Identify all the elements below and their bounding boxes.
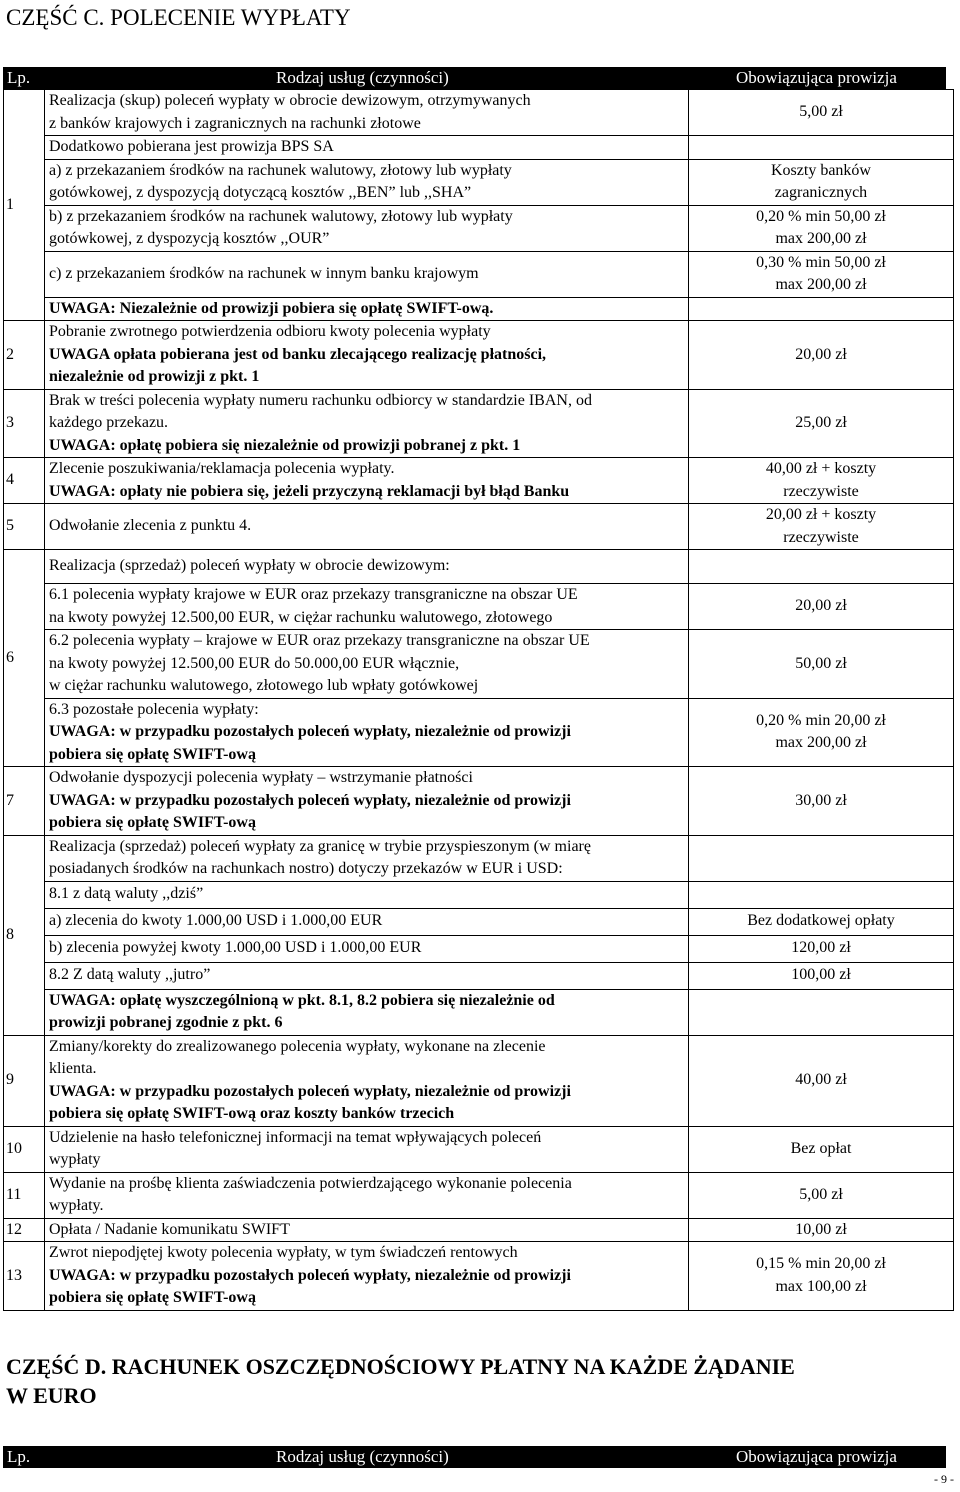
text-line: UWAGA: opłaty nie pobiera się, jeżeli przyczyną reklamacji był błąd Banku (49, 482, 570, 500)
row-1f-note: UWAGA: Niezależnie od prowizji pobiera się opłatę SWIFT-ową. (45, 297, 689, 321)
title-line: CZĘŚĆ D. RACHUNEK OSZCZĘDNOŚCIOWY PŁATNY NA KAŻDE ŻĄDANIE (6, 1354, 795, 1379)
fee-line: max 200,00 zł (775, 230, 867, 247)
text-line: 6.2 polecenia wypłaty – krajowe w EUR oraz przekazy transgraniczne na obszar UE (49, 632, 590, 649)
row-6a-fee (689, 550, 954, 584)
row-8e-fee: 100,00 zł (689, 962, 954, 989)
table-row (4, 550, 954, 584)
row-6b-description (45, 584, 689, 630)
row-13-description (45, 1242, 689, 1311)
table-row (4, 698, 954, 767)
table-row (4, 205, 954, 251)
row-number: 13 (4, 1242, 45, 1311)
text-line: UWAGA: opłatę pobiera się niezależnie od prowizji pobranej z pkt. 1 (49, 436, 521, 454)
row-8c-description: a) zlecenia do kwoty 1.000,00 USD i 1.000,00 EUR (45, 908, 689, 935)
table-row (4, 630, 954, 699)
row-number: 2 (4, 321, 45, 390)
text-line: Zwrot niepodjętej kwoty polecenia wypłaty, w tym świadczeń rentowych (49, 1244, 518, 1261)
row-2-fee: 20,00 zł (689, 321, 954, 390)
row-1d-description (45, 205, 689, 251)
part-c-title: CZĘŚĆ C. POLECENIE WYPŁATY (6, 5, 351, 30)
row-8d-description: b) zlecenia powyżej kwoty 1.000,00 USD i 1.000,00 EUR (45, 935, 689, 962)
part-c-fee-table (3, 89, 954, 1311)
text-line: pobiera się opłatę SWIFT-ową oraz koszty banków trzecich (49, 1105, 455, 1122)
header-fee: Obowiązująca prowizja (736, 1447, 897, 1466)
row-1e-fee (689, 251, 954, 297)
row-8f-note (45, 989, 689, 1035)
row-6c-fee: 50,00 zł (689, 630, 954, 699)
text-line: gotówkowej, z dyspozycją dotyczącą kosztów ,,BEN” lub ,,SHA” (49, 184, 472, 201)
row-1b-fee (689, 136, 954, 160)
row-1a-fee: 5,00 zł (689, 90, 954, 136)
header-lp: Lp. (7, 68, 31, 87)
fee-line: 0,30 % min 50,00 zł (756, 253, 886, 271)
row-number: 6 (4, 550, 45, 767)
text-line: na kwoty powyżej 12.500,00 EUR, w ciężar rachunku walutowego, złotowego (49, 608, 553, 626)
fee-line: max 100,00 zł (775, 1277, 867, 1295)
text-line: z banków krajowych i zagranicznych na rachunki złotowe (49, 114, 421, 132)
row-1a-description (45, 90, 689, 136)
header-fee: Obowiązująca prowizja (736, 68, 897, 87)
text-line: UWAGA: w przypadku pozostałych poleceń wypłaty, niezależnie od prowizji (49, 1266, 571, 1284)
row-1c-fee (689, 159, 954, 205)
fee-line: rzeczywiste (783, 528, 859, 546)
row-number: 4 (4, 458, 45, 504)
row-number: 9 (4, 1035, 45, 1126)
row-3-fee: 25,00 zł (689, 389, 954, 458)
row-8c-fee: Bez dodatkowej opłaty (689, 908, 954, 935)
text-line: gotówkowej, z dyspozycją kosztów ,,OUR” (49, 230, 330, 247)
row-7-fee: 30,00 zł (689, 767, 954, 836)
fee-line: zagranicznych (774, 184, 868, 201)
table-row (4, 584, 954, 630)
row-1d-fee (689, 205, 954, 251)
row-number: 10 (4, 1126, 45, 1172)
row-6d-fee (689, 698, 954, 767)
row-11-fee: 5,00 zł (689, 1172, 954, 1218)
table-row (4, 1172, 954, 1218)
text-line: niezależnie od prowizji z pkt. 1 (49, 368, 260, 385)
part-c-table-header (3, 67, 946, 89)
text-line: pobiera się opłatę SWIFT-ową (49, 814, 256, 831)
row-1e-description: c) z przekazaniem środków na rachunek w innym banku krajowym (45, 251, 689, 297)
text-line: na kwoty powyżej 12.500,00 EUR do 50.000,00 EUR włącznie, (49, 654, 460, 672)
row-10-fee: Bez opłat (689, 1126, 954, 1172)
row-4-fee (689, 458, 954, 504)
table-row (4, 136, 954, 160)
text-line: UWAGA: opłatę wyszczególnioną w pkt. 8.1, 8.2 pobiera się niezależnie od (49, 991, 555, 1009)
row-12-description: Opłata / Nadanie komunikatu SWIFT (45, 1218, 689, 1242)
text-line: posiadanych środków na rachunkach nostro) dotyczy przekazów w EUR i USD: (49, 860, 563, 877)
fee-line: 0,20 % min 50,00 zł (756, 207, 886, 225)
text-line: b) z przekazaniem środków na rachunek walutowy, złotowy lub wypłaty (49, 207, 513, 225)
text-line: 6.3 pozostałe polecenia wypłaty: (49, 700, 259, 718)
page-number: - 9 - (934, 1472, 954, 1486)
row-13-fee (689, 1242, 954, 1311)
row-6b-fee: 20,00 zł (689, 584, 954, 630)
text-line: prowizji pobranej zgodnie z pkt. 6 (49, 1014, 283, 1031)
fee-line: 40,00 zł + koszty (765, 460, 877, 477)
part-d-title (6, 1352, 795, 1410)
fee-line: max 200,00 zł (775, 734, 867, 752)
table-row (4, 835, 954, 881)
table-row (4, 1218, 954, 1242)
text-line: Zmiany/korekty do zrealizowanego polecenia wypłaty, wykonane na zlecenie (49, 1037, 546, 1055)
table-row (4, 504, 954, 550)
row-number: 5 (4, 504, 45, 550)
table-row (4, 90, 954, 136)
text-line: w ciężar rachunku walutowego, złotowego lub wpłaty gotówkowej (49, 677, 479, 694)
text-line: pobiera się opłatę SWIFT-ową (49, 745, 256, 763)
fee-line: max 200,00 zł (775, 276, 867, 293)
text-line: każdego przekazu. (49, 414, 169, 431)
row-8f-fee (689, 989, 954, 1035)
fee-line: 0,15 % min 20,00 zł (756, 1255, 886, 1273)
row-8a-fee (689, 835, 954, 881)
text-line: a) z przekazaniem środków na rachunek walutowy, złotowy lub wypłaty (49, 161, 512, 179)
row-7-description (45, 767, 689, 836)
row-5-description: Odwołanie zlecenia z punktu 4. (45, 504, 689, 550)
row-number: 8 (4, 835, 45, 1035)
table-row (4, 881, 954, 908)
header-service: Rodzaj usług (czynności) (276, 1447, 449, 1466)
table-row (4, 297, 954, 321)
text-line: UWAGA: w przypadku pozostałych poleceń wypłaty, niezależnie od prowizji (49, 723, 571, 740)
text-line: 6.1 polecenia wypłaty krajowe w EUR oraz przekazy transgraniczne na obszar UE (49, 586, 578, 603)
row-8b-fee (689, 881, 954, 908)
row-2-description (45, 321, 689, 390)
fee-line: rzeczywiste (783, 482, 859, 500)
table-row (4, 935, 954, 962)
row-number: 12 (4, 1218, 45, 1242)
text-line: Brak w treści polecenia wypłaty numeru rachunku odbiorcy w standardzie IBAN, od (49, 391, 592, 409)
table-row (4, 1035, 954, 1126)
row-10-description (45, 1126, 689, 1172)
text-line: wypłaty. (49, 1197, 104, 1214)
row-5-fee (689, 504, 954, 550)
fee-line: Koszty banków (771, 161, 871, 179)
row-6d-description (45, 698, 689, 767)
row-12-fee: 10,00 zł (689, 1218, 954, 1242)
row-1b-description: Dodatkowo pobierana jest prowizja BPS SA (45, 136, 689, 160)
table-row (4, 1242, 954, 1311)
row-8a-description (45, 835, 689, 881)
text-line: Udzielenie na hasło telefonicznej informacji na temat wpływających poleceń (49, 1128, 542, 1146)
text-line: Zlecenie poszukiwania/reklamacja polecenia wypłaty. (49, 460, 395, 477)
title-line: W EURO (6, 1383, 97, 1408)
row-3-description (45, 389, 689, 458)
row-8b-description: 8.1 z datą waluty ,,dziś” (45, 881, 689, 908)
text-line: UWAGA: w przypadku pozostałych poleceń wypłaty, niezależnie od prowizji (49, 1082, 571, 1100)
row-6c-description (45, 630, 689, 699)
table-row (4, 1126, 954, 1172)
table-row (4, 458, 954, 504)
row-number: 1 (4, 90, 45, 321)
table-row (4, 908, 954, 935)
table-row (4, 251, 954, 297)
fee-line: 0,20 % min 20,00 zł (756, 711, 886, 729)
row-4-description (45, 458, 689, 504)
table-row (4, 389, 954, 458)
text-line: Realizacja (sprzedaż) poleceń wypłaty za granicę w trybie przyspieszonym (w miarę (49, 837, 591, 855)
row-6a-description: Realizacja (sprzedaż) poleceń wypłaty w obrocie dewizowym: (45, 550, 689, 584)
text-line: klienta. (49, 1060, 97, 1077)
row-number: 3 (4, 389, 45, 458)
header-lp: Lp. (7, 1447, 31, 1466)
part-d-table-header (3, 1446, 946, 1468)
row-9-description (45, 1035, 689, 1126)
fee-line: 20,00 zł + koszty (765, 506, 877, 523)
table-row (4, 989, 954, 1035)
row-11-description (45, 1172, 689, 1218)
table-row (4, 962, 954, 989)
text-line: Wydanie na prośbę klienta zaświadczenia potwierdzającego wykonanie polecenia (49, 1174, 572, 1192)
table-row (4, 159, 954, 205)
row-8e-description: 8.2 Z datą waluty ,,jutro” (45, 962, 689, 989)
text-line: Pobranie zwrotnego potwierdzenia odbioru kwoty polecenia wypłaty (49, 323, 491, 340)
text-line: Realizacja (skup) poleceń wypłaty w obrocie dewizowym, otrzymywanych (49, 92, 531, 109)
row-9-fee: 40,00 zł (689, 1035, 954, 1126)
table-row (4, 767, 954, 836)
text-line: UWAGA opłata pobierana jest od banku zlecającego realizację płatności, (49, 345, 547, 363)
text-line: pobiera się opłatę SWIFT-ową (49, 1289, 256, 1306)
text-line: wypłaty (49, 1151, 101, 1168)
row-number: 11 (4, 1172, 45, 1218)
row-8d-fee: 120,00 zł (689, 935, 954, 962)
header-service: Rodzaj usług (czynności) (276, 68, 449, 87)
text-line: Odwołanie dyspozycji polecenia wypłaty – wstrzymanie płatności (49, 769, 473, 786)
row-1f-fee (689, 297, 954, 321)
table-row (4, 321, 954, 390)
text-line: UWAGA: w przypadku pozostałych poleceń wypłaty, niezależnie od prowizji (49, 791, 571, 809)
row-number: 7 (4, 767, 45, 836)
row-1c-description (45, 159, 689, 205)
